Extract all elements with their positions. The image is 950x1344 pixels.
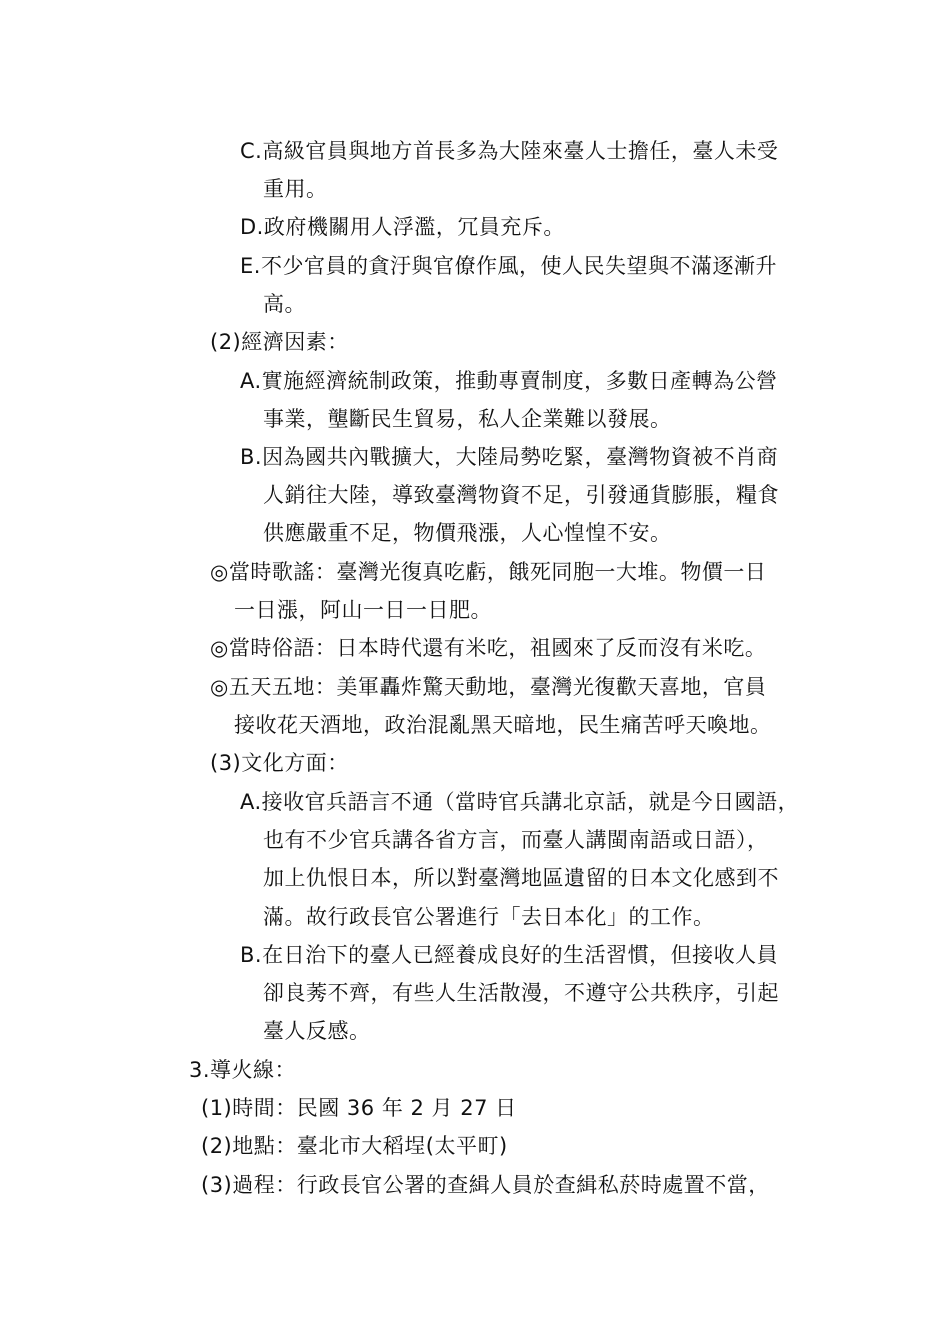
text-line: 臺人反感。 [263,1019,371,1043]
section-heading: (3)文化方面： [210,751,349,775]
text-line: 事業，壟斷民生貿易，私人企業難以發展。 [263,407,672,431]
text-line: 重用。 [263,177,328,201]
text-line: 高。 [263,292,306,316]
text-line: 供應嚴重不足，物價飛漲，人心惶惶不安。 [263,521,672,545]
section-heading: (2)經濟因素： [210,330,349,354]
text-line: (1)時間：民國 36 年 2 月 27 日 [201,1096,517,1120]
text-line: 也有不少官兵講各省方言，而臺人講閩南語或日語）， [263,828,769,852]
section-heading: 3.導火線： [189,1058,297,1082]
text-line: (2)地點：臺北市大稻埕(太平町) [201,1134,508,1158]
text-line: ◎當時俗語：日本時代還有米吃，祖國來了反而沒有米吃。 [210,636,767,660]
text-line: 滿。故行政長官公署進行「去日本化」的工作。 [263,905,715,929]
text-line: 人銷往大陸，導致臺灣物資不足，引發通貨膨脹，糧食 [263,483,779,507]
text-line: 接收花天酒地，政治混亂黑天暗地，民生痛苦呼天喚地。 [234,713,772,737]
text-line: A.實施經濟統制政策，推動專賣制度，多數日產轉為公營 [240,369,778,393]
text-line: E.不少官員的貪汙與官僚作風，使人民失望與不滿逐漸升 [240,254,777,278]
text-line: C.高級官員與地方首長多為大陸來臺人士擔任，臺人未受 [240,139,779,163]
text-line: ◎當時歌謠：臺灣光復真吃虧，餓死同胞一大堆。物價一日 [210,560,767,584]
text-line: 加上仇恨日本，所以對臺灣地區遺留的日本文化感到不 [263,866,779,890]
text-line: 卻良莠不齊，有些人生活散漫，不遵守公共秩序，引起 [263,981,779,1005]
text-line: ◎五天五地：美軍轟炸驚天動地，臺灣光復歡天喜地，官員 [210,675,767,699]
text-line: A.接收官兵語言不通（當時官兵講北京話，就是今日國語， [240,790,800,814]
text-line: B.因為國共內戰擴大，大陸局勢吃緊，臺灣物資被不肖商 [240,445,779,469]
text-line: B.在日治下的臺人已經養成良好的生活習慣，但接收人員 [240,943,779,967]
text-line: D.政府機關用人浮濫，冗員充斥。 [240,215,565,239]
text-line: (3)過程：行政長官公署的查緝人員於查緝私菸時處置不當， [201,1173,770,1197]
text-line: 一日漲，阿山一日一日肥。 [234,598,492,622]
